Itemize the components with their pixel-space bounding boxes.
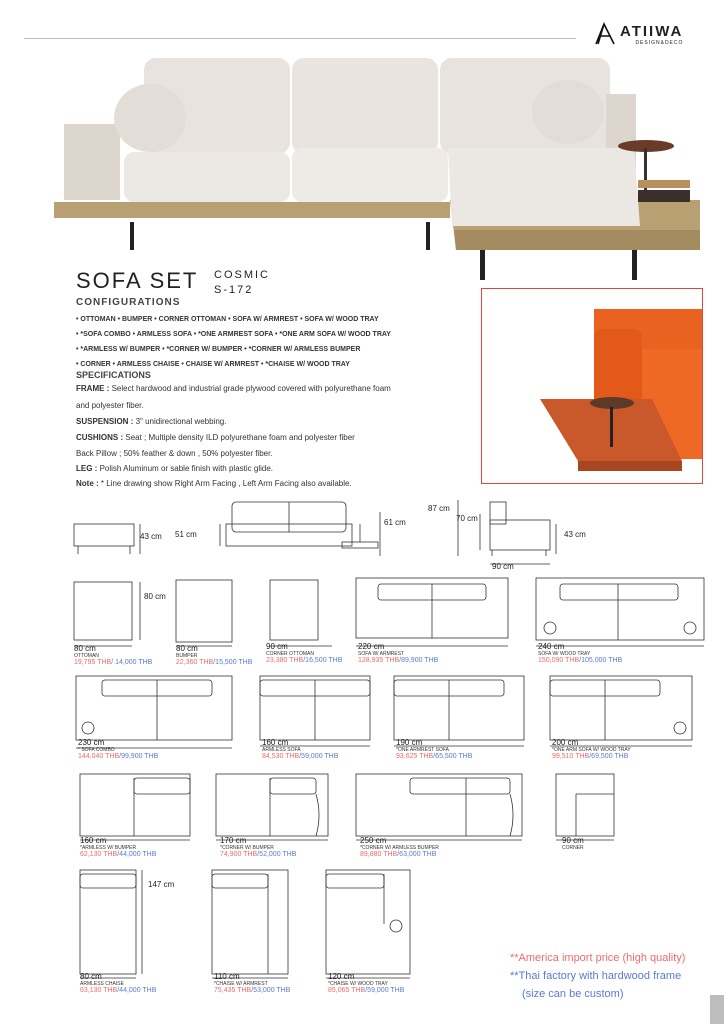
spec-suspension-text: 3" unidirectional webbing.	[135, 417, 227, 426]
item-name: *CHAISE W/ ARMREST	[214, 981, 268, 987]
spec-cushions	[76, 430, 456, 446]
brand-name: ATIIWA	[620, 22, 684, 40]
specifications-heading: SPECIFICATIONS	[76, 370, 151, 380]
item-width: 250 cm	[360, 836, 387, 845]
price-import: 62,130 THB	[80, 851, 118, 858]
config-line: • CORNER • ARMLESS CHAISE • CHAISE W/ ARMREST • *CHAISE W/ WOOD TRAY	[76, 361, 350, 368]
price-import: 75,435 THB	[214, 987, 252, 994]
dim-ottoman-h: 43 cm	[140, 532, 162, 541]
brand-mark-icon	[594, 22, 616, 46]
detail-photo	[481, 288, 703, 484]
price-thai: /53,000 THB	[251, 987, 291, 994]
detail-sofa-image	[482, 289, 703, 484]
price-import: 63,130 THB	[80, 987, 118, 994]
item-bumper	[176, 644, 252, 666]
price-import: 89,880 THB	[360, 851, 398, 858]
dim-ottoman-depth: 80 cm	[144, 592, 166, 601]
price-thai: /59,000 THB	[299, 753, 339, 760]
item-width: 90 cm	[562, 836, 584, 845]
item-name: CORNER	[562, 845, 584, 851]
collection-name: COSMIC	[214, 269, 270, 281]
price-thai: /52,000 THB	[257, 851, 297, 858]
header-rule	[24, 38, 576, 39]
item-width: 200 cm	[552, 738, 579, 747]
spec-frame-label: FRAME :	[76, 384, 110, 393]
dim-back-h1: 87 cm	[428, 504, 450, 513]
item-name: * SOFA COMBO	[78, 747, 115, 753]
price-thai: /59,000 THB	[365, 987, 405, 994]
price-thai: /63,000 THB	[397, 851, 437, 858]
dim-sofa-h: 61 cm	[384, 518, 406, 527]
spec-note-text: * Line drawing show Right Arm Facing , Left Arm Facing also available.	[100, 479, 352, 488]
price-import: 150,090 THB	[538, 657, 580, 664]
item-width: 160 cm	[262, 738, 289, 747]
spec-frame	[76, 381, 456, 397]
item-name: BUMPER	[176, 653, 198, 659]
configurations-list	[76, 312, 476, 372]
price-import: 99,510 THB	[552, 753, 590, 760]
legend-thai: **Thai factory with hardwood frame	[510, 970, 682, 982]
spec-leg-text: Polish Aluminum or sable finish with plastic glide.	[99, 464, 273, 473]
hero-sofa-image	[40, 50, 700, 282]
spec-leg	[76, 461, 456, 477]
item-armless-chaise	[80, 972, 156, 994]
item-width: 220 cm	[358, 642, 385, 651]
price-import: 93,625 THB	[396, 753, 434, 760]
price-import: 128,935 THB	[358, 657, 400, 664]
item-name: ARMLESS CHAISE	[80, 981, 124, 987]
brand-sub: DESIGN&DECO	[635, 39, 684, 46]
spec-suspension-label: SUSPENSION :	[76, 417, 134, 426]
item-corner-armless-bumper	[360, 836, 439, 858]
item-name: ARMLESS SOFA	[262, 747, 301, 753]
price-import: 23,380 THB	[266, 657, 304, 664]
price-import: 84,530 THB	[262, 753, 300, 760]
item-width: 120 cm	[328, 972, 355, 981]
price-thai: /16,500 THB	[303, 657, 343, 664]
item-name: *ARMLESS W/ BUMPER	[80, 845, 137, 851]
item-corner-bumper	[220, 836, 296, 858]
item-width: 80 cm	[74, 644, 96, 653]
dim-seat-h: 51 cm	[175, 530, 197, 539]
price-thai: /65,500 THB	[433, 753, 473, 760]
spec-suspension	[76, 414, 456, 430]
price-thai: /15,500 THB	[213, 659, 253, 666]
price-thai: /89,900 THB	[399, 657, 439, 664]
spec-cushions-text: Seat ; Multiple density ILD polyurethane foam and polyester fiber	[125, 433, 355, 442]
item-width: 90 cm	[266, 642, 288, 651]
item-name: CORNER OTTOMAN	[266, 651, 314, 657]
product-title: SOFA SET	[76, 268, 199, 293]
price-thai: /99,900 THB	[119, 753, 159, 760]
item-armless-sofa	[262, 738, 338, 760]
item-width: 230 cm	[78, 738, 105, 747]
product-model	[214, 268, 270, 298]
item-one-armrest-sofa	[396, 738, 472, 760]
spec-note	[76, 476, 456, 492]
item-one-arm-wood-tray	[552, 738, 631, 760]
item-corner	[562, 836, 584, 851]
price-import: 74,900 THB	[220, 851, 258, 858]
spec-cushions-label: CUSHIONS :	[76, 433, 124, 442]
item-corner-ottoman	[266, 642, 342, 664]
price-thai: /44,000 THB	[117, 851, 157, 858]
price-thai: /105,000 THB	[579, 657, 623, 664]
item-name: *ONE ARM SOFA W/ WOOD TRAY	[552, 747, 631, 753]
plan-drawings	[0, 570, 724, 1000]
model-code: S-172	[214, 284, 254, 296]
dim-depth: 90 cm	[492, 562, 514, 571]
dim-arm-h: 43 cm	[564, 530, 586, 539]
price-import: 22,360 THB	[176, 659, 214, 666]
item-width: 160 cm	[80, 836, 107, 845]
spec-note-label: Note :	[76, 479, 99, 488]
spec-frame-cont: and polyester fiber.	[76, 401, 144, 410]
config-line: • *SOFA COMBO • ARMLESS SOFA • *ONE ARMREST SOFA • *ONE ARM SOFA W/ WOOD TRAY	[76, 331, 391, 338]
item-width: 190 cm	[396, 738, 423, 747]
configurations-heading: CONFIGURATIONS	[76, 297, 181, 308]
item-ottoman	[74, 644, 152, 666]
item-sofa-armrest	[358, 642, 438, 664]
page-edge-bar	[710, 995, 724, 1024]
item-name: SOFA W/ WOOD TRAY	[538, 651, 591, 657]
item-width: 80 cm	[80, 972, 102, 981]
spec-frame-text: Select hardwood and industrial grade plywood covered with polyurethane foam	[111, 384, 391, 393]
dim-back-h2: 70 cm	[456, 514, 478, 523]
item-width: 110 cm	[214, 972, 240, 981]
price-thai: /69,500 THB	[589, 753, 629, 760]
item-width: 80 cm	[176, 644, 198, 653]
legend-import: **America import price (high quality)	[510, 952, 686, 964]
dim-chaise-length: 147 cm	[148, 880, 175, 889]
item-name: OTTOMAN	[74, 653, 99, 659]
price-import: 144,040 THB	[78, 753, 120, 760]
item-name: *CORNER W/ ARMLESS BUMPER	[360, 845, 439, 851]
spec-leg-label: LEG :	[76, 464, 98, 473]
price-thai: /44,000 THB	[117, 987, 157, 994]
price-import: 19,795 THB	[74, 659, 112, 666]
spec-cushions-cont: Back Pillow ; 50% feather & down , 50% polyester fiber.	[76, 449, 273, 458]
item-sofa-combo	[78, 738, 158, 760]
config-line: • OTTOMAN • BUMPER • CORNER OTTOMAN • SOFA W/ ARMREST • SOFA W/ WOOD TRAY	[76, 316, 379, 323]
item-sofa-wood-tray	[538, 642, 622, 664]
price-import: 85,065 THB	[328, 987, 366, 994]
item-name: SOFA W/ ARMREST	[358, 651, 405, 657]
config-line: • *ARMLESS W/ BUMPER • *CORNER W/ BUMPER • *CORNER W/ ARMLESS BUMPER	[76, 346, 361, 353]
price-thai: / 14,000 THB	[111, 659, 153, 666]
item-chaise-armrest	[214, 972, 290, 994]
item-name: *CORNER W/ BUMPER	[220, 845, 274, 851]
legend-custom: (size can be custom)	[522, 988, 624, 1000]
item-width: 170 cm	[220, 836, 247, 845]
item-name: *ONE ARMREST SOFA	[396, 747, 449, 753]
item-armless-bumper	[80, 836, 156, 858]
item-chaise-wood-tray	[328, 972, 404, 994]
item-name: *CHAISE W/ WOOD TRAY	[328, 981, 388, 987]
brand-logo	[594, 22, 683, 46]
item-width: 240 cm	[538, 642, 565, 651]
